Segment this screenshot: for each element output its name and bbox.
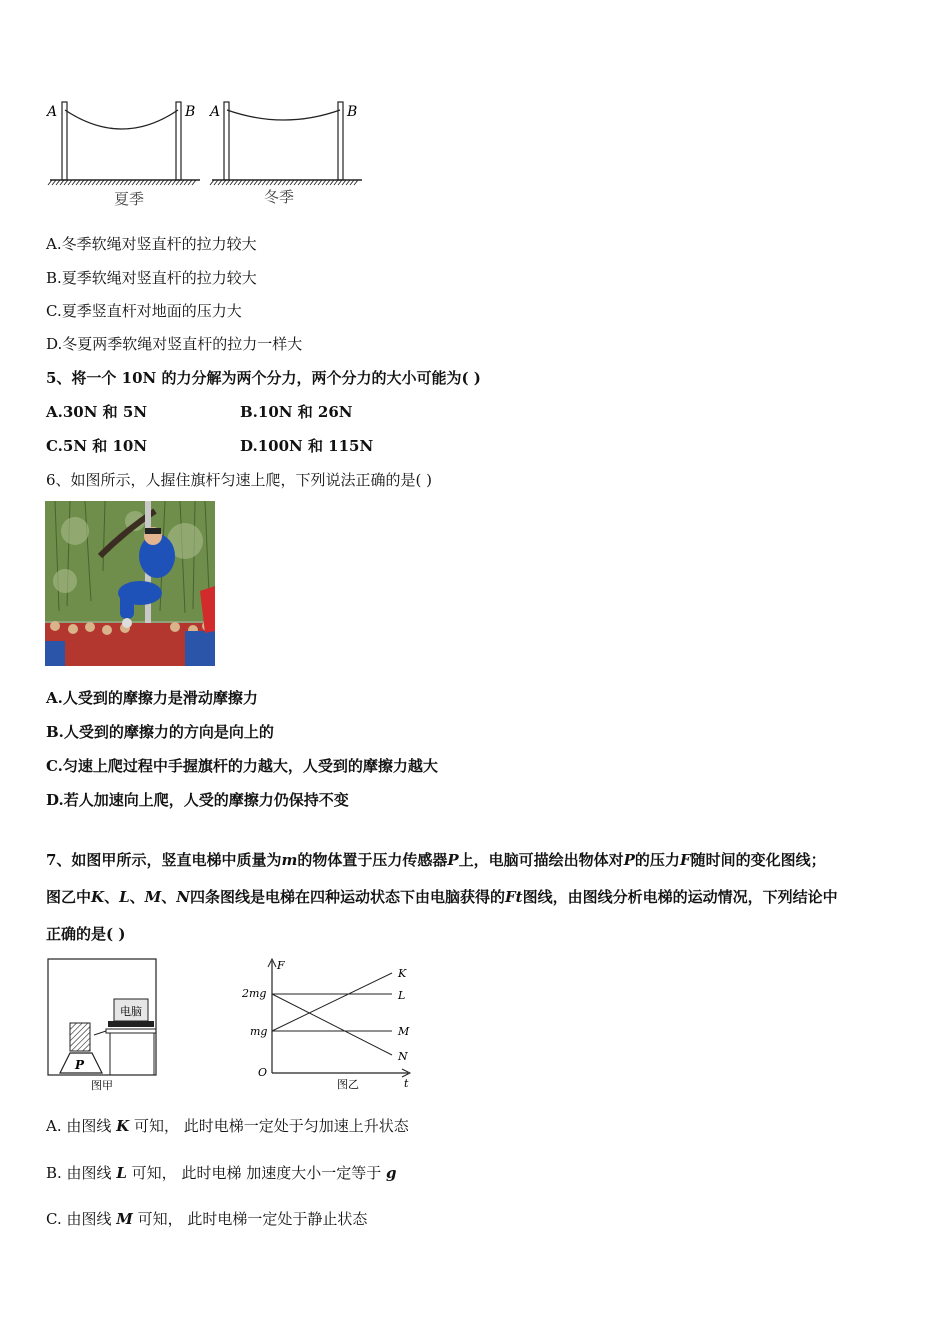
q4-option-d: D.冬夏两季软绳对竖直杆的拉力一样大 [46,335,303,353]
q7-stem-line1: 7、如图甲所示，竖直电梯中质量为m的物体置于压力传感器P上，电脑可描绘出物体对P的压力F随时间的变化图线； [46,851,826,869]
label-a-summer: A [47,104,58,120]
sensor-label: P [75,1058,85,1072]
q6-option-a: A.人受到的摩擦力是滑动摩擦力 [46,689,258,707]
caption-jia: 图甲 [91,1079,113,1092]
q4-option-a: A.冬季软绳对竖直杆的拉力较大 [46,235,257,253]
caption-summer: 夏季 [114,190,145,208]
caption-winter: 冬季 [264,188,295,206]
q6-option-c: C.匀速上爬过程中手握旗杆的力越大，人受到的摩擦力越大 [46,757,438,775]
figure-yi [240,955,420,1095]
tick-mg: mg [250,1025,268,1038]
climber-photo [45,501,215,666]
origin-label: O [258,1066,268,1079]
summer-rope [65,110,178,129]
q4-option-c: C.夏季竖直杆对地面的压力大 [46,302,242,320]
label-a-winter: A [210,104,221,120]
q6-stem: 6、如图所示，人握住旗杆匀速上爬，下列说法正确的是( ) [46,471,433,489]
q5-stem: 5、将一个 10N 的力分解为两个分力，两个分力的大小可能为( ) [46,369,481,387]
graph-line-n [272,994,392,1055]
q5-option-d: D.100N 和 115N [240,437,374,455]
axis-f-label: F [277,959,285,972]
figure-jia [46,957,160,1093]
label-m: M [398,1025,410,1038]
q5-option-b: B.10N 和 26N [240,403,353,421]
q6-option-b: B.人受到的摩擦力的方向是向上的 [46,723,274,741]
label-k: K [398,967,407,980]
q7-option-c: C. 由图线 M 可知， 此时电梯一定处于静止状态 [46,1210,368,1228]
q4-option-b: B.夏季软绳对竖直杆的拉力较大 [46,269,257,287]
label-l: L [398,989,406,1002]
q7-option-a: A. 由图线 K 可知， 此时电梯一定处于匀加速上升状态 [46,1117,409,1135]
label-b-summer: B [185,104,196,120]
computer-label: 电脑 [120,1005,142,1018]
graph-line-k [272,973,392,1031]
label-n: N [398,1050,408,1063]
tick-2mg: 2mg [242,987,267,1000]
q7-option-b: B. 由图线 L 可知， 此时电梯 加速度大小一定等于 g [46,1164,397,1182]
axis-t-label: t [404,1077,409,1090]
q6-option-d: D.若人加速向上爬，人受的摩擦力仍保持不变 [46,791,349,809]
q5-option-a: A.30N 和 5N [46,403,148,421]
q5-option-c: C.5N 和 10N [46,437,148,455]
winter-rope [227,110,340,120]
rope-figure [42,96,372,212]
q7-stem-line3: 正确的是( ) [46,925,126,943]
label-b-winter: B [347,104,358,120]
q7-stem-line2: 图乙中K、L、M、N四条图线是电梯在四种运动状态下由电脑获得的Ft图线，由图线分析电梯的运动情况，下列结论中 [46,888,838,906]
caption-yi: 图乙 [337,1078,359,1091]
